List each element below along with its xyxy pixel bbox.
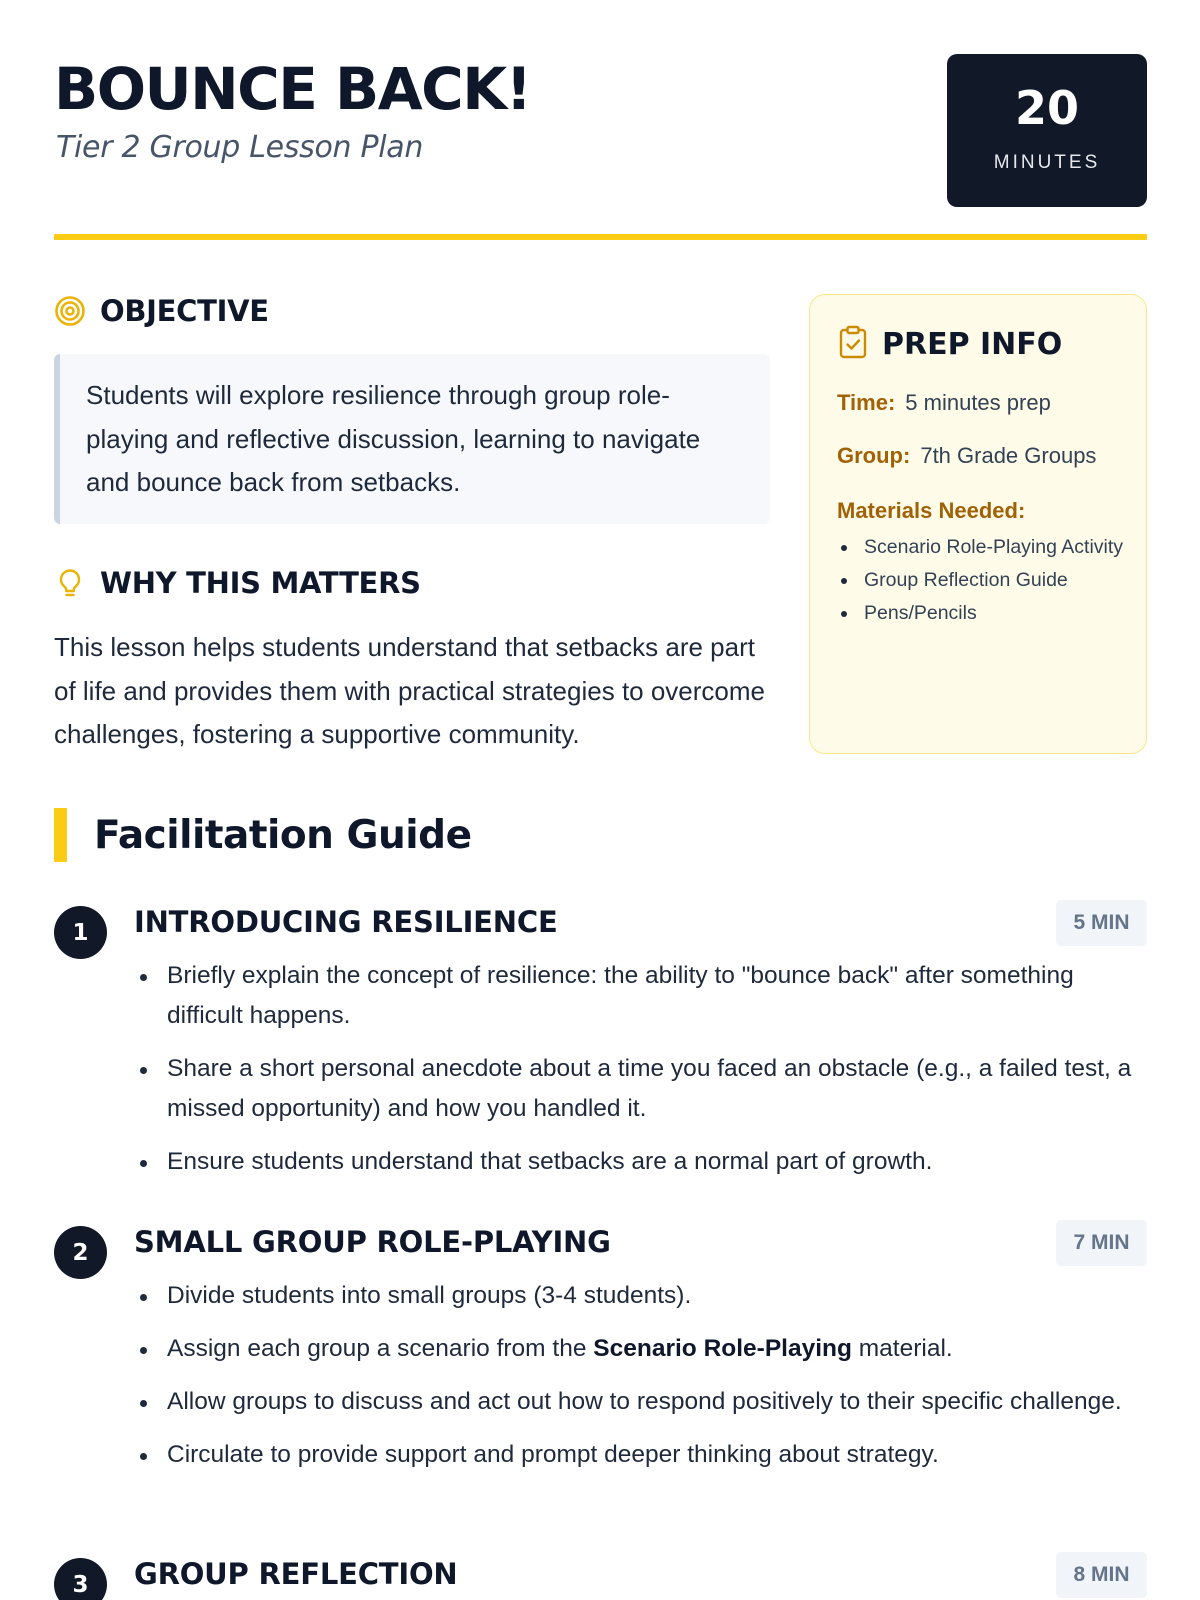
materials-label: Materials Needed: — [837, 498, 1026, 523]
step-title: GROUP REFLECTION — [134, 1557, 458, 1591]
duration-unit: MINUTES — [993, 152, 1101, 173]
materials-list — [837, 534, 1127, 633]
step-number: 2 — [54, 1226, 107, 1279]
why-text: This lesson helps students understand that setbacks are part of life and provides them with practical strategies to overcome challenges, fostering a supportive community. — [54, 632, 766, 749]
step-time-badge: 7 MIN — [1056, 1220, 1147, 1266]
prep-heading — [838, 325, 1062, 364]
step-title: SMALL GROUP ROLE-PLAYING — [134, 1225, 611, 1259]
prep-time-value: 5 minutes prep — [905, 390, 1051, 415]
objective-label: OBJECTIVE — [100, 294, 269, 328]
duration-value: 20 — [1014, 81, 1079, 135]
step-time-badge: 5 MIN — [1056, 900, 1147, 946]
clipboard-check-icon — [838, 325, 868, 364]
step-bullet: Divide students into small groups (3-4 students). — [134, 1276, 1147, 1316]
prep-label: PREP INFO — [882, 327, 1063, 362]
guide-accent-bar — [54, 808, 67, 862]
prep-time-row — [837, 390, 1051, 416]
why-heading — [54, 566, 421, 600]
target-icon — [54, 295, 86, 327]
guide-title: Facilitation Guide — [94, 812, 472, 858]
step-bullet — [134, 1329, 1147, 1369]
material-reference: Scenario Role-Playing — [593, 1335, 852, 1362]
page-subtitle: Tier 2 Group Lesson Plan — [56, 130, 424, 165]
step-bullets — [134, 1276, 1147, 1488]
duration-badge — [947, 54, 1147, 207]
lightbulb-icon — [54, 567, 86, 599]
step-bullet: Share a short personal anecdote about a time you faced an obstacle (e.g., a failed test, a missed opportunity) and how you handled it. — [134, 1049, 1147, 1129]
facilitation-guide-heading — [54, 808, 472, 862]
step-bullet: Briefly explain the concept of resilience: the ability to "bounce back" after something difficult happens. — [134, 956, 1147, 1036]
material-item: Scenario Role-Playing Activity — [837, 534, 1127, 561]
prep-group-row — [837, 443, 1096, 469]
objective-heading — [54, 294, 269, 328]
step-number: 3 — [54, 1558, 107, 1600]
step-bullet: Circulate to provide support and prompt deeper thinking about strategy. — [134, 1435, 1147, 1475]
why-label: WHY THIS MATTERS — [100, 566, 421, 600]
step-bullet: Allow groups to discuss and act out how to respond positively to their specific challenge. — [134, 1382, 1147, 1422]
step-title: INTRODUCING RESILIENCE — [134, 905, 558, 939]
step-number: 1 — [54, 906, 107, 959]
header-divider — [54, 234, 1147, 240]
step-bullets — [134, 956, 1147, 1195]
prep-group-value: 7th Grade Groups — [920, 443, 1097, 468]
material-item: Pens/Pencils — [837, 600, 1127, 627]
material-item: Group Reflection Guide — [837, 567, 1127, 594]
page-title: BOUNCE BACK! — [54, 55, 531, 123]
bullet-text: Assign each group a scenario from the — [167, 1335, 594, 1362]
objective-text: Students will explore resilience through group role-playing and reflective discussion, learning to navigate and bounce back from setbacks. — [54, 354, 770, 524]
step-time-badge: 8 MIN — [1056, 1552, 1147, 1598]
prep-time-label: Time: — [837, 390, 896, 415]
bullet-text: material. — [851, 1335, 953, 1362]
step-bullet: Ensure students understand that setbacks are a normal part of growth. — [134, 1142, 1147, 1182]
lesson-plan-page — [54, 0, 1147, 1600]
prep-info-card — [809, 294, 1147, 754]
prep-group-label: Group: — [837, 443, 911, 468]
header — [54, 54, 1147, 210]
